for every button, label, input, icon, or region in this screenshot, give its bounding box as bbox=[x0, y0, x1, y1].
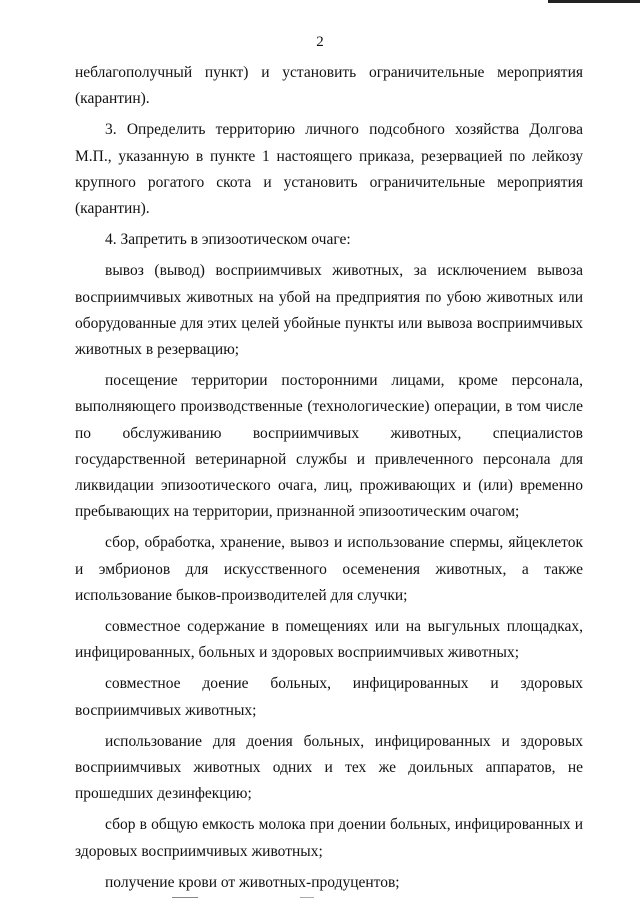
prohibition-milk-collection: сбор в общую емкость молока при доении больных, инфицированных и здоровых восприимчивых животных; bbox=[75, 816, 583, 860]
paragraph-continuation: неблагополучный пункт) и установить ограничительные мероприятия (карантин). bbox=[75, 64, 583, 108]
scan-bottom-mark bbox=[172, 897, 198, 898]
prohibition-joint-keeping: совместное содержание в помещениях или на выгульных площадках, инфицированных, больных и здоровых восприимчивых животных; bbox=[75, 618, 583, 662]
document-body bbox=[75, 60, 583, 896]
prohibition-export: вывоз (вывод) восприимчивых животных, за исключением вывоза восприимчивых животных на убой на предприятия по убою животных или оборудованные для этих целей убойные пункты или вывоза восприимчивых животных в резервацию; bbox=[75, 262, 583, 359]
scan-bottom-mark-2 bbox=[300, 897, 314, 898]
prohibition-joint-milking: совместное доение больных, инфицированных и здоровых восприимчивых животных; bbox=[75, 675, 583, 719]
scan-edge-mark bbox=[548, 0, 640, 3]
prohibition-blood: получение крови от животных-продуцентов; bbox=[105, 873, 400, 891]
prohibition-visits: посещение территории посторонними лицами, кроме персонала, выполняющего производственные (технологические) операции, в том числе по обслуживанию восприимчивых животных, специалистов государственной ветеринарной службы и привлеченного персонала для ликвидации эпизоотического очага, лиц, проживающих и (или) временно пребывающих на территории, признанной эпизоотическим очагом; bbox=[75, 372, 583, 521]
paragraph-item-3: 3. Определить территорию личного подсобного хозяйства Долгова М.П., указанную в пункте 1 настоящего приказа, резервацией по лейкозу крупного рогатого скота и установить ограничительные мероприятия (карантин). bbox=[75, 121, 583, 218]
page-number: 2 bbox=[316, 34, 324, 50]
prohibition-milking-machines: использование для доения больных, инфицированных и здоровых восприимчивых животных одних и тех же доильных аппаратов, не прошедших дезинфекцию; bbox=[75, 732, 583, 803]
prohibition-semen: сбор, обработка, хранение, вывоз и использование спермы, яйцеклеток и эмбрионов для искусственного осеменения животных, а также использование быков-производителей для случки; bbox=[75, 534, 583, 604]
paragraph-item-4: 4. Запретить в эпизоотическом очаге: bbox=[105, 231, 351, 249]
